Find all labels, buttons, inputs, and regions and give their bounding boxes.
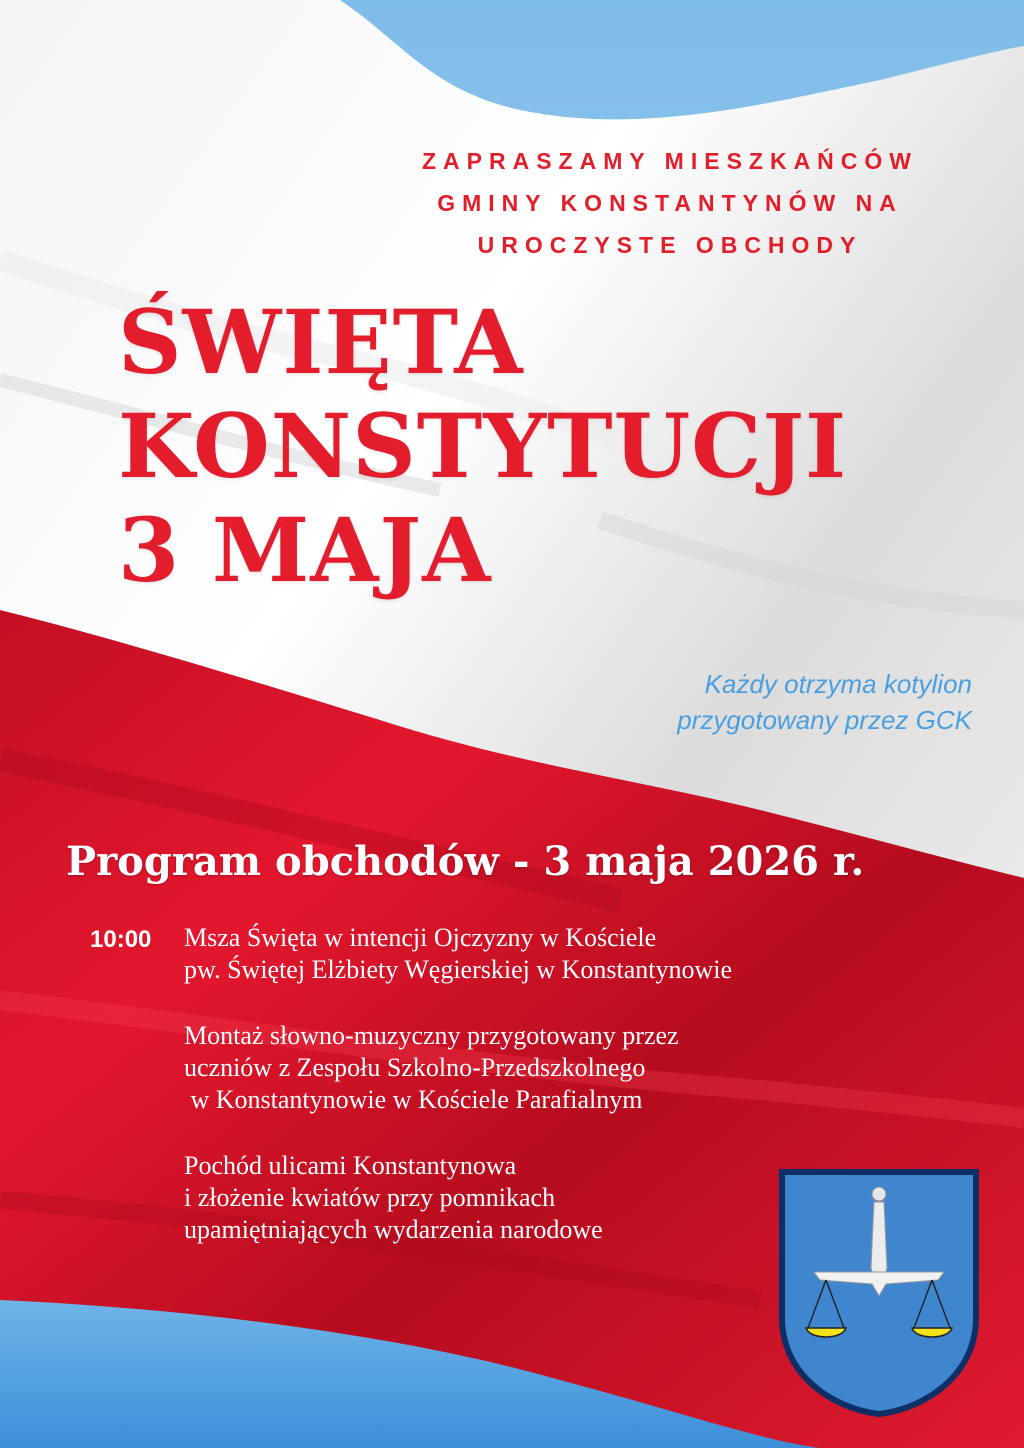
title-line-3: 3 MAJA (118, 498, 492, 602)
invitation-line-2: GMINY KONSTANTYNÓW NA (437, 190, 903, 216)
program-item-line: upamiętniających wydarzenia narodowe (184, 1215, 603, 1244)
program-item-line: w Konstantynowie w Kościele Parafialnym (184, 1085, 643, 1114)
program-heading: Program obchodów - 3 maja 2026 r. (66, 838, 865, 885)
program-time: 10:00 (90, 926, 152, 953)
program-item-line: Pochód ulicami Konstantynowa (184, 1151, 517, 1180)
coat-of-arms-icon (778, 1168, 980, 1418)
note-line-2: przygotowany przez GCK (677, 705, 972, 735)
program-item (184, 922, 924, 986)
invitation-line-3: UROCZYSTE OBCHODY (477, 232, 863, 258)
note-line-1: Każdy otrzyma kotylion (704, 669, 972, 699)
cockade-note (512, 666, 972, 738)
program-item-line: uczniów z Zespołu Szkolno-Przedszkolnego (184, 1053, 646, 1082)
program-item-line: pw. Świętej Elżbiety Węgierskiej w Konstantynowie (184, 955, 733, 984)
invitation-text (340, 140, 1000, 266)
title-line-2: KONSTYTUCJI (118, 394, 848, 498)
program-item-line: Msza Święta w intencji Ojczyzny w Kościele (184, 923, 657, 952)
program-item-line: Montaż słowno-muzyczny przygotowany przez (184, 1021, 679, 1050)
main-title (118, 290, 847, 602)
program-item-line: i złożenie kwiatów przy pomnikach (184, 1183, 556, 1212)
invitation-line-1: ZAPRASZAMY MIESZKAŃCÓW (421, 148, 918, 174)
program-item (184, 1020, 924, 1116)
title-line-1: ŚWIĘTA (118, 290, 524, 394)
